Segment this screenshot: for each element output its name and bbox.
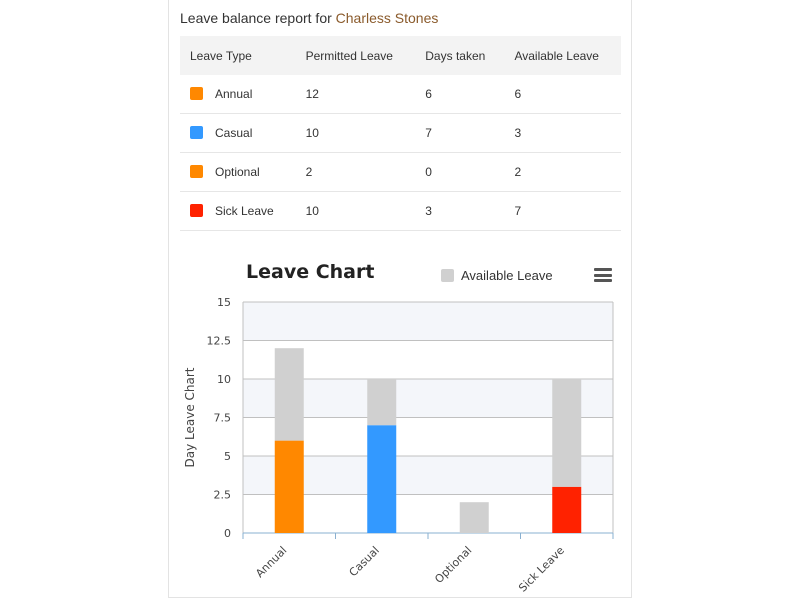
bar-available-leave bbox=[275, 348, 304, 440]
color-swatch bbox=[190, 87, 203, 100]
permitted-cell: 12 bbox=[296, 75, 416, 114]
table-row bbox=[180, 114, 621, 153]
taken-cell: 7 bbox=[415, 114, 504, 153]
table-row bbox=[180, 75, 621, 114]
bar-available-leave bbox=[552, 379, 581, 487]
taken-cell: 6 bbox=[415, 75, 504, 114]
permitted-cell: 2 bbox=[296, 153, 416, 192]
table-header-row bbox=[180, 36, 621, 75]
color-swatch bbox=[190, 165, 203, 178]
leave-type-cell bbox=[180, 192, 296, 231]
table-row bbox=[180, 192, 621, 231]
leave-chart bbox=[169, 290, 631, 598]
x-tick-label: Annual bbox=[253, 543, 290, 581]
available-cell: 6 bbox=[504, 75, 621, 114]
available-cell: 2 bbox=[504, 153, 621, 192]
leave-report-panel bbox=[168, 0, 632, 598]
bar-days-taken bbox=[275, 441, 304, 533]
legend-swatch bbox=[441, 269, 454, 282]
leave-type-cell bbox=[180, 153, 296, 192]
permitted-cell: 10 bbox=[296, 114, 416, 153]
x-tick-label: Optional bbox=[432, 543, 475, 587]
leave-type-cell bbox=[180, 114, 296, 153]
table-row bbox=[180, 153, 621, 192]
leave-type-label: Sick Leave bbox=[215, 204, 274, 218]
chart-legend[interactable] bbox=[441, 268, 553, 283]
available-cell: 7 bbox=[504, 192, 621, 231]
taken-cell: 3 bbox=[415, 192, 504, 231]
header-available-leave: Available Leave bbox=[514, 48, 599, 63]
leave-type-label: Casual bbox=[215, 126, 253, 140]
leave-balance-table bbox=[180, 36, 621, 231]
color-swatch bbox=[190, 204, 203, 217]
employee-name: Charless Stones bbox=[335, 10, 439, 26]
bar-days-taken bbox=[552, 487, 581, 533]
report-title bbox=[180, 10, 438, 26]
grid-band bbox=[243, 302, 613, 341]
x-tick-label: Casual bbox=[346, 543, 382, 580]
hamburger-menu-icon[interactable] bbox=[594, 268, 612, 282]
color-swatch bbox=[190, 126, 203, 139]
header-days-taken: Days taken bbox=[425, 48, 486, 63]
header-leave-type: Leave Type bbox=[190, 48, 252, 63]
y-tick-label: 2.5 bbox=[213, 488, 231, 502]
y-tick-label: 15 bbox=[217, 296, 231, 309]
report-title-prefix: Leave balance report for bbox=[180, 10, 332, 26]
leave-type-label: Optional bbox=[215, 165, 260, 179]
leave-type-cell bbox=[180, 75, 296, 114]
legend-label: Available Leave bbox=[461, 268, 553, 283]
permitted-cell: 10 bbox=[296, 192, 416, 231]
bar-available-leave bbox=[367, 379, 396, 425]
y-tick-label: 7.5 bbox=[213, 411, 231, 425]
header-permitted-leave: Permitted Leave bbox=[305, 48, 393, 63]
taken-cell: 0 bbox=[415, 153, 504, 192]
bar-available-leave bbox=[460, 502, 489, 533]
leave-type-label: Annual bbox=[215, 87, 253, 101]
y-tick-label: 5 bbox=[224, 450, 231, 463]
available-cell: 3 bbox=[504, 114, 621, 153]
bar-days-taken bbox=[367, 425, 396, 533]
y-tick-label: 0 bbox=[224, 527, 231, 540]
y-tick-label: 12.5 bbox=[206, 334, 231, 348]
chart-title: Leave Chart bbox=[246, 261, 375, 283]
x-tick-label: Sick Leave bbox=[516, 543, 567, 595]
y-axis-label: Day Leave Chart bbox=[183, 367, 197, 468]
y-tick-label: 10 bbox=[217, 373, 231, 386]
